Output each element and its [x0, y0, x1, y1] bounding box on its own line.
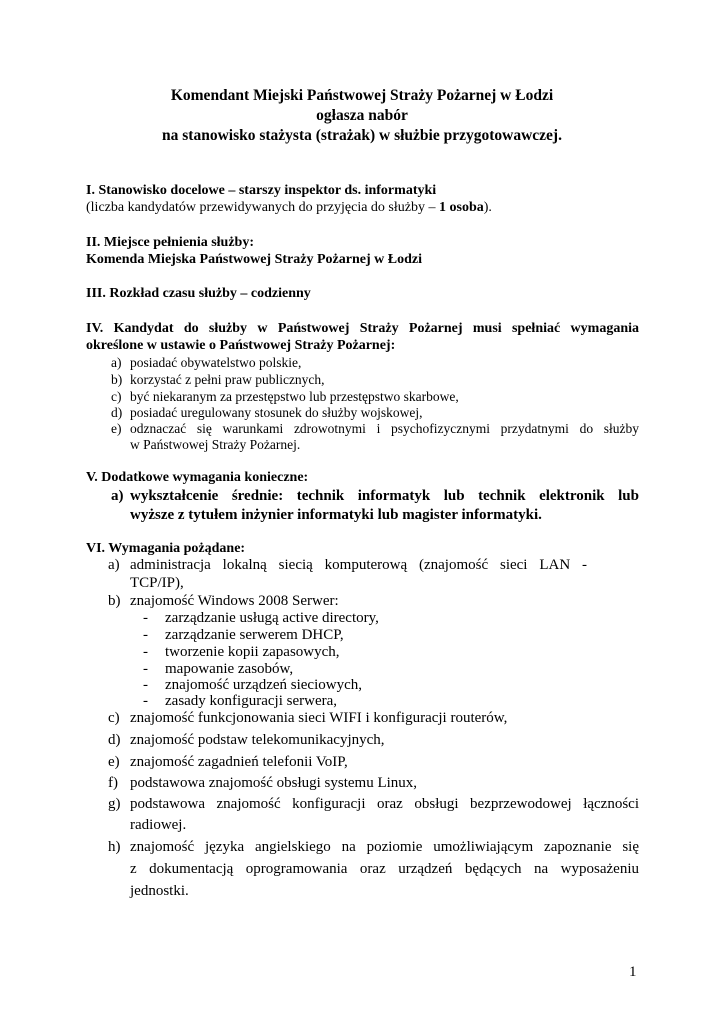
section-6-title: VI. Wymagania pożądane: [86, 541, 246, 556]
page-number: 1 [629, 964, 637, 980]
list-item-marker: e) [108, 754, 120, 770]
list-item: być niekaranym za przestępstwo lub przestępstwo skarbowe, [130, 389, 459, 404]
sub-list-item [143, 627, 344, 644]
sub-list-item-text: zarządzanie usługą active directory, [165, 610, 379, 626]
sub-list-item [143, 661, 293, 678]
list-item-marker: d) [108, 732, 121, 748]
dash-marker: - [143, 693, 148, 709]
heading-line-3: na stanowisko stażysta (strażak) w służbie przygotowawczej. [162, 127, 562, 144]
requirement-education-line-1: wykształcenie średnie: technik informatyk lub technik elektronik lub [130, 488, 639, 504]
section-3-title: III. Rozkład czasu służby – codzienny [86, 286, 311, 301]
section-1-note-text: (liczba kandydatów przewidywanych do przyjęcia do służby – [86, 200, 439, 215]
sub-list-item [143, 610, 379, 627]
list-item-marker: b) [111, 372, 123, 387]
dash-marker: - [143, 677, 148, 693]
list-item: znajomość zagadnień telefonii VoIP, [130, 754, 348, 770]
sub-list-item [143, 644, 340, 661]
dash-marker: - [143, 661, 148, 677]
list-item-marker: a) [111, 355, 122, 370]
section-1-note-count: 1 osoba [439, 200, 484, 215]
sub-list-item-text: tworzenie kopii zapasowych, [165, 644, 340, 660]
list-item: znajomość języka angielskiego na poziomie umożliwiającym zapoznanie się [130, 839, 639, 855]
list-item: znajomość funkcjonowania sieci WIFI i konfiguracji routerów, [130, 710, 508, 726]
dash-marker: - [143, 644, 148, 660]
section-5-title: V. Dodatkowe wymagania konieczne: [86, 470, 309, 485]
sub-list-item-text: znajomość urządzeń sieciowych, [165, 677, 362, 693]
section-4-title-line-1: IV. Kandydat do służby w Państwowej Straży Pożarnej musi spełniać wymagania [86, 321, 639, 336]
heading-line-1: Komendant Miejski Państwowej Straży Pożarnej w Łodzi [170, 87, 554, 104]
list-item-continuation: TCP/IP), [130, 575, 184, 591]
section-2-title: II. Miejsce pełnienia służby: [86, 235, 254, 250]
list-item-continuation: jednostki. [130, 883, 189, 899]
section-1-title: I. Stanowisko docelowe – starszy inspektor ds. informatyki [86, 183, 437, 198]
list-item-marker: b) [108, 593, 121, 609]
list-item: podstawowa znajomość konfiguracji oraz obsługi bezprzewodowej łączności [130, 796, 639, 812]
section-4-title-line-2: określone w ustawie o Państwowej Straży Pożarnej: [86, 338, 396, 353]
list-item-marker: g) [108, 796, 121, 812]
list-item: podstawowa znajomość obsługi systemu Linux, [130, 775, 418, 791]
list-item: posiadać uregulowany stosunek do służby wojskowej, [130, 405, 423, 420]
list-item: administracja lokalną siecią komputerową (znajomość sieci LAN - [130, 557, 587, 573]
list-item-marker: d) [111, 405, 123, 420]
sub-list-item-text: zasady konfiguracji serwera, [165, 693, 338, 709]
list-item: korzystać z pełni praw publicznych, [130, 372, 325, 387]
sub-list-item [143, 677, 362, 694]
list-item-marker: c) [108, 710, 120, 726]
sub-list-item-text: zarządzanie serwerem DHCP, [165, 627, 344, 643]
section-1-note [86, 200, 492, 216]
section-1-note-end: ). [483, 200, 492, 215]
list-item-marker: e) [111, 421, 122, 436]
list-item-marker: c) [111, 389, 122, 404]
section-2-place: Komenda Miejska Państwowej Straży Pożarnej w Łodzi [86, 252, 422, 267]
list-item-marker: a) [108, 557, 120, 573]
list-item-marker: a) [111, 488, 124, 504]
list-item-marker: f) [108, 775, 118, 791]
heading-line-2: ogłasza nabór [316, 107, 408, 124]
dash-marker: - [143, 610, 148, 626]
list-item-continuation: radiowej. [130, 817, 187, 833]
list-item-marker: h) [108, 839, 121, 855]
requirement-education-line-2: wyższe z tytułem inżynier informatyki lub magister informatyki. [130, 507, 542, 523]
list-item: znajomość Windows 2008 Serwer: [130, 593, 339, 609]
sub-list-item [143, 693, 337, 710]
sub-list-item-text: mapowanie zasobów, [165, 661, 294, 677]
list-item: posiadać obywatelstwo polskie, [130, 355, 302, 370]
list-item: odznaczać się warunkami zdrowotnymi i psychofizycznymi przydatnymi do służby [130, 421, 639, 436]
dash-marker: - [143, 627, 148, 643]
list-item-continuation: z dokumentacją oprogramowania oraz urządzeń będących na wyposażeniu [130, 861, 639, 877]
list-item: znajomość podstaw telekomunikacyjnych, [130, 732, 385, 748]
list-item-continuation: w Państwowej Straży Pożarnej. [130, 437, 301, 452]
